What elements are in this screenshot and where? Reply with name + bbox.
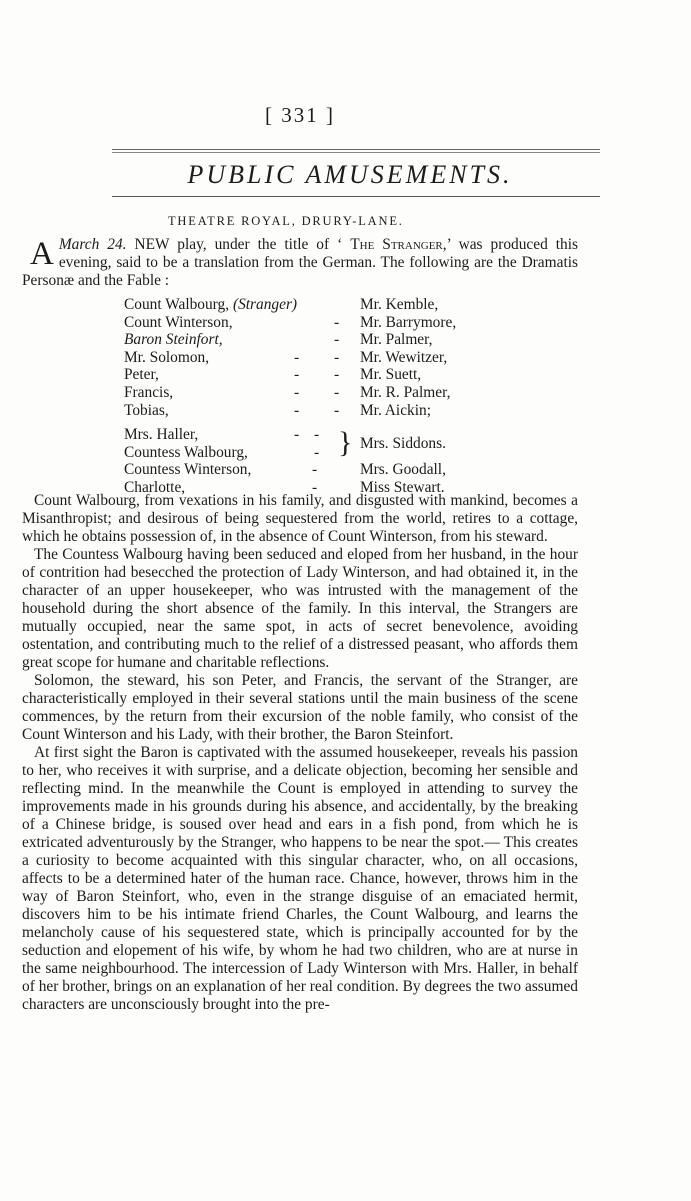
article-body — [22, 492, 578, 1014]
title-rule-bottom — [112, 196, 600, 197]
cast-role: Countess Walbourg, — [124, 443, 248, 461]
cast-dash: - — [334, 331, 340, 349]
brace-symbol: } — [338, 426, 353, 460]
cast-dash: - — [294, 366, 300, 384]
cast-dash: - — [334, 383, 340, 401]
cast-actor: Mr. Barrymore, — [360, 313, 457, 331]
cast-dash: - — [294, 401, 300, 419]
cast-role: Baron Steinfort, — [124, 331, 223, 349]
cast-actor: Mr. Aickin; — [360, 401, 431, 419]
cast-dash: - — [312, 478, 318, 496]
cast-row — [124, 461, 584, 479]
cast-role: Tobias, — [124, 401, 169, 419]
drop-cap: A — [30, 236, 54, 272]
page-number: [ 331 ] — [265, 103, 335, 127]
cast-shared-group — [124, 426, 584, 461]
cast-role: Count Walbourg, (Stranger) — [124, 296, 298, 313]
cast-actor: Mrs. Goodall, — [360, 461, 446, 479]
cast-women — [124, 426, 584, 496]
cast-dash: - — [334, 401, 340, 419]
cast-dash: - — [334, 313, 340, 331]
cast-role: Peter, — [124, 366, 159, 384]
cast-row — [124, 426, 584, 444]
cast-role: Mrs. Haller, — [124, 426, 199, 444]
cast-role: Francis, — [124, 383, 174, 401]
cast-row — [124, 444, 584, 462]
cast-row — [124, 296, 584, 314]
cast-row — [124, 384, 584, 402]
cast-role: Count Winterson, — [124, 313, 233, 331]
cast-role-note: (Stranger) — [232, 296, 298, 313]
intro-text-end: ’ was produced this evening, said to be a translation from the German. The following are the Dramatis Personæ and the Fable : — [22, 236, 578, 289]
cast-row — [124, 349, 584, 367]
paragraph: Count Walbourg, from vexations in his family, and disgusted with mankind, becomes a Misanthropist; and desirous of being sequestered from the world, retires to a cottage, which he obtains possession of, in the absence of Count Winterson, from his steward. — [22, 492, 578, 545]
cast-dash: - — [314, 443, 320, 461]
cast-actor: Miss Stewart. — [360, 478, 445, 496]
dramatis-personae — [124, 296, 584, 497]
title-rule-top — [112, 149, 600, 153]
cast-row — [124, 366, 584, 384]
cast-role: Charlotte, — [124, 478, 186, 496]
cast-dash: - — [294, 426, 300, 444]
section-title: PUBLIC AMUSEMENTS. — [187, 160, 513, 189]
cast-actor: Mr. Palmer, — [360, 331, 433, 349]
play-title: The Stranger, — [350, 236, 447, 253]
cast-actor: Mr. Kemble, — [360, 296, 439, 313]
cast-role: Mr. Solomon, — [124, 348, 210, 366]
cast-actor: Mrs. Siddons. — [360, 435, 446, 453]
cast-dash: - — [334, 348, 340, 366]
paragraph: The Countess Walbourg having been seduced and eloped from her husband, in the hour of contrition had besecched the protection of Lady Winterson, and had obtained it, in the character of an upper housekeeper, who was intrusted with the management of the household during the short absence of the family. In this interval, the Strangers are mutually occupied, near the same spot, in acts of secret benevolence, avoiding ostentation, and contributing much to the relief of a distressed peasant, who affords them great scope for humane and charitable reflections. — [22, 546, 578, 671]
paragraph: At first sight the Baron is captivated with the assumed housekeeper, reveals his passion to her, who receives it with surprise, and a delicate objection, becoming her sensible and reflecting mind. In the meanwhile the Count is employed in attending to survey the improvements made in his grounds during his absence, and accidentally, by the breaking of a Chinese bridge, is soused over head and ears in a fish pond, from which he is extricated adventurously by the Stranger, who happens to be near the spot.— This creates a curiosity to become acquainted with this singular character, who, on all occasions, affects to be a determined hater of the human race. Chance, however, throws him in the way of Baron Steinfort, who, even in the strange disguise of an emaciated hermit, discovers him to be his intimate friend Charles, the Count Walbourg, and learns the melancholy cause of his sequestered state, which is principally accounted for by the seduction and elopement of his wife, by whom he had two children, who are at nurse in the same neighbourhood. The intercession of Lady Winterson with Mrs. Haller, in behalf of her brother, brings on an explanation of her real condition. By degrees the two assumed characters are unconsciously brought into the pre- — [22, 744, 578, 1013]
cast-dash: - — [334, 366, 340, 384]
cast-row — [124, 314, 584, 332]
cast-row — [124, 402, 584, 420]
cast-actor: Mr. Suett, — [360, 366, 422, 384]
cast-row — [124, 331, 584, 349]
date: March 24. — [58, 236, 127, 253]
cast-dash: - — [294, 348, 300, 366]
cast-dash: - — [294, 383, 300, 401]
intro-paragraph — [22, 236, 578, 290]
theatre-heading: THEATRE ROYAL, DRURY-LANE. — [168, 214, 404, 228]
intro-text-start: NEW play, under the title of ‘ — [134, 236, 351, 253]
cast-dash: - — [312, 461, 318, 479]
paragraph: Solomon, the steward, his son Peter, and Francis, the servant of the Stranger, are characteristically employed in their several stations until the main business of the scene commences, by the return from their excursion of the noble family, who consist of the Count Winterson and his Lady, with their brother, the Baron Steinfort. — [22, 672, 578, 743]
cast-dash: - — [314, 426, 320, 444]
cast-actor: Mr. Wewitzer, — [360, 348, 448, 366]
cast-actor: Mr. R. Palmer, — [360, 383, 451, 401]
cast-role: Countess Winterson, — [124, 461, 252, 479]
